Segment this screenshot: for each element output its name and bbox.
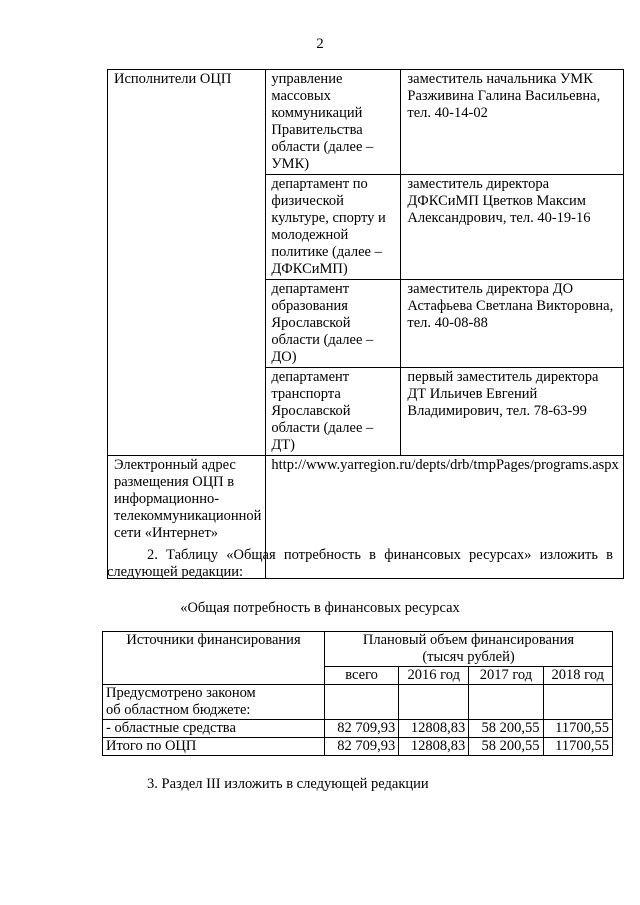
- empty-cell: [399, 685, 469, 720]
- budget-law-label: [103, 685, 325, 720]
- paragraph-2: 2. Таблицу «Общая потребность в финансовых ресурсах» изложить в следующей редакции:: [107, 547, 613, 580]
- budget-law-line2: об областном бюджете:: [106, 702, 251, 718]
- department-cell: департамент по физической культуре, спорту и молодежной политике (далее – ДФКСиМП): [266, 175, 401, 280]
- empty-cell: [469, 685, 543, 720]
- subheader-2017: 2017 год: [469, 667, 543, 685]
- row-label: Итого по ОЦП: [103, 738, 325, 756]
- subheader-total: всего: [325, 667, 399, 685]
- executors-label: Исполнители ОЦП: [108, 70, 266, 456]
- budget-law-line1: Предусмотрено законом: [106, 685, 256, 701]
- value-total: 82 709,93: [325, 720, 399, 738]
- subheader-2018: 2018 год: [543, 667, 612, 685]
- planned-header: [325, 632, 613, 667]
- contact-cell: заместитель директора ДО Астафьева Светлана Викторовна, тел. 40-08-88: [401, 280, 623, 368]
- program-url-link[interactable]: http://www.yarregion.ru/depts/drb/tmpPages/programs.aspx: [266, 456, 623, 579]
- url-label: Электронный адрес размещения ОЦП в информационно-телекоммуникационной сети «Интернет»: [108, 456, 266, 579]
- empty-cell: [325, 685, 399, 720]
- value-2017: 58 200,55: [469, 720, 543, 738]
- contact-cell: заместитель начальника УМК Разживина Галина Васильевна, тел. 40-14-02: [401, 70, 623, 175]
- table-caption: «Общая потребность в финансовых ресурсах: [180, 600, 460, 616]
- paragraph-3: 3. Раздел III изложить в следующей редакции: [147, 776, 429, 792]
- department-cell: управление массовых коммуникаций Правительства области (далее – УМК): [266, 70, 401, 175]
- value-2016: 12808,83: [399, 738, 469, 756]
- value-2016: 12808,83: [399, 720, 469, 738]
- executors-table: [107, 69, 624, 579]
- table-row: [103, 720, 613, 738]
- sources-header: Источники финансирования: [103, 632, 325, 685]
- value-2018: 11700,55: [543, 720, 612, 738]
- department-cell: департамент транспорта Ярославской области (далее – ДТ): [266, 368, 401, 456]
- value-2018: 11700,55: [543, 738, 612, 756]
- subheader-2016: 2016 год: [399, 667, 469, 685]
- contact-cell: заместитель директора ДФКСиМП Цветков Максим Александрович, тел. 40-19-16: [401, 175, 623, 280]
- contact-cell: первый заместитель директора ДТ Ильичев Евгений Владимирович, тел. 78-63-99: [401, 368, 623, 456]
- table-row: [103, 738, 613, 756]
- department-cell: департамент образования Ярославской области (далее – ДО): [266, 280, 401, 368]
- planned-header-title: Плановый объем финансирования: [362, 632, 575, 648]
- value-total: 82 709,93: [325, 738, 399, 756]
- page-number: 2: [316, 36, 324, 52]
- value-2017: 58 200,55: [469, 738, 543, 756]
- empty-cell: [543, 685, 612, 720]
- planned-header-units: (тысяч рублей): [422, 649, 515, 665]
- row-label: - областные средства: [103, 720, 325, 738]
- finance-table: [102, 631, 613, 756]
